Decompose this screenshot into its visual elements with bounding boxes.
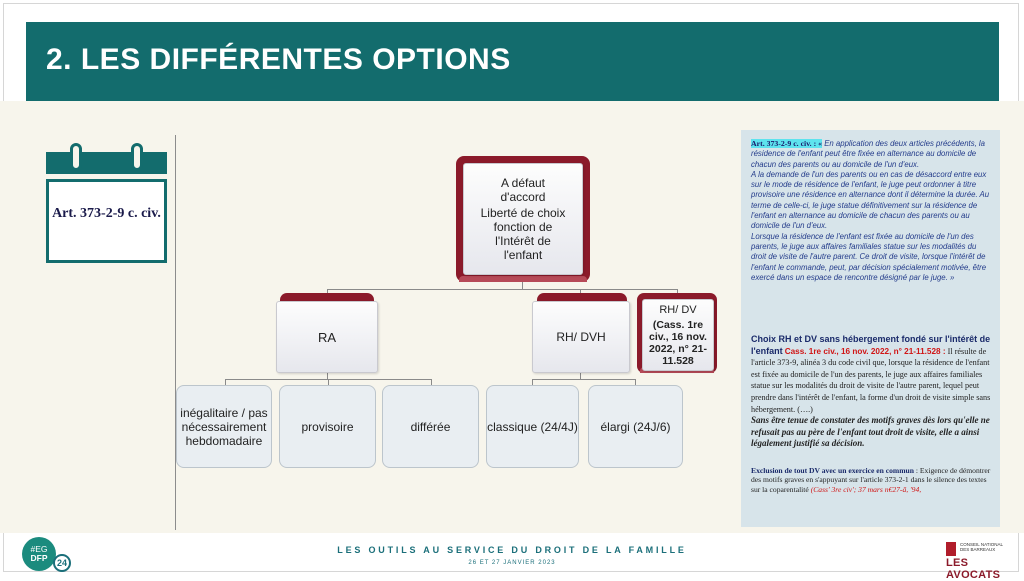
exclusion-heading: Exclusion de tout DV avec un exercice en commun	[751, 466, 914, 475]
ra-option-unequal: inégalitaire / pas nécessairement hebdomadaire	[176, 385, 272, 468]
event-logo	[22, 537, 56, 571]
calendar-label: Art. 373-2-9 c. civ.	[52, 206, 161, 221]
event-logo-line1: #EG	[30, 544, 48, 554]
ra-option-provisional: provisoire	[279, 385, 376, 468]
root-node-line2: Liberté de choix fonction de l'Intérêt de l'enfant	[480, 206, 566, 262]
rhdv-ref: (Cass. 1re civ., 16 nov. 2022, n° 21-11.528	[649, 318, 707, 367]
jurisprudence-conclusion: Sans être tenue de constater des motifs graves dès lors qu'elle ne refusait pas au père de l'enfant tout droit de visite, elle a ainsi légalement justifié sa décision.	[751, 415, 990, 449]
root-node-line1: A défaut d'accord	[500, 176, 546, 204]
calendar-icon	[46, 152, 167, 174]
jurisprudence-block	[751, 334, 991, 450]
jurisprudence-text: Il résulte de l'article 373-9, alinéa 3 du code civil que, lorsque la résidence de l'enfant est fixée au domicile de l'un des parents, le juge aux affaires familiales statue sur les modalités du droit de visite de l'autre parent, lequel peut prendre dans l'intérêt de l'enfant, la forme d'un droit de visite simple sans hébergement. (….)	[751, 346, 991, 414]
calendar-ring-left	[70, 143, 82, 171]
jurisprudence-heading: Choix RH et DV sans hébergement fondé sur l'intérêt de l'enfant	[751, 334, 991, 356]
article-reference: Art. 373-2-9 c. civ. : «	[751, 139, 823, 148]
rhdvh-option-extended: élargi (24J/6)	[588, 385, 683, 468]
brand-logo: LES AVOCATS	[946, 557, 1001, 581]
rhdvh-option-classic: classique (24/4J)	[486, 385, 579, 468]
page-number: 24	[53, 554, 71, 572]
connector	[327, 289, 677, 290]
exclusion-block	[751, 466, 991, 494]
page-title: 2. LES DIFFÉRENTES OPTIONS	[46, 43, 511, 76]
ra-node: RA	[276, 301, 378, 373]
exclusion-reference: (Cass' 3re civ'; 37 mars n€27-ã, '94,	[810, 484, 922, 494]
cnb-emblem-icon	[946, 542, 956, 556]
divider-line	[175, 135, 176, 530]
article-quote	[751, 139, 991, 283]
rhdv-node	[642, 299, 714, 371]
cnb-name: CONSEIL NATIONAL DES BARREAUX	[960, 542, 1003, 552]
calendar-ring-right	[131, 143, 143, 171]
rhdvh-node: RH/ DVH	[532, 301, 630, 373]
ra-option-deferred: différée	[382, 385, 479, 468]
jurisprudence-reference: Cass. 1re civ., 16 nov. 2022, n° 21-11.528 :	[784, 346, 946, 356]
exclusion-text: : Exigence de démontrer des motifs graves en s'appuyant sur l'article 373-2-1 dans le silence des textes sur la coparentalité	[751, 466, 991, 494]
article-quote-text: En application des deux articles précédents, la résidence de l'enfant peut être fixée en alternance au domicile de chacun des parents ou au domicile de l'un d'eux. A la demande de l'un des parents ou en cas de désaccord entre eux sur le mode de résidence de l'enfant, le juge peut ordonner à titre provisoire une résidence en alternance dont il détermine la durée. Au terme de celle-ci, le juge statue définitivement sur la résidence de l'enfant en alternance au domicile de chacun des parents ou au domicile de l'un d'eux. Lorsque la résidence de l'enfant est fixée au domicile de l'un des parents, le juge aux affaires familiales statue sur les modalités du droit de visite de l'autre parent. Ce droit de visite, lorsque l'intérêt de l'enfant le commande, peut, par décision spécialement motivée, être exercé dans un espace de rencontre désigné par le juge. »	[751, 139, 990, 282]
root-node	[463, 163, 583, 275]
rhdv-title: RH/ DV	[659, 303, 697, 316]
connector	[532, 379, 636, 380]
footer-title: LES OUTILS AU SERVICE DU DROIT DE LA FAMILLE	[337, 545, 687, 555]
footer-date: 26 ET 27 JANVIER 2023	[468, 560, 556, 566]
event-logo-line2: DFP	[30, 553, 48, 563]
